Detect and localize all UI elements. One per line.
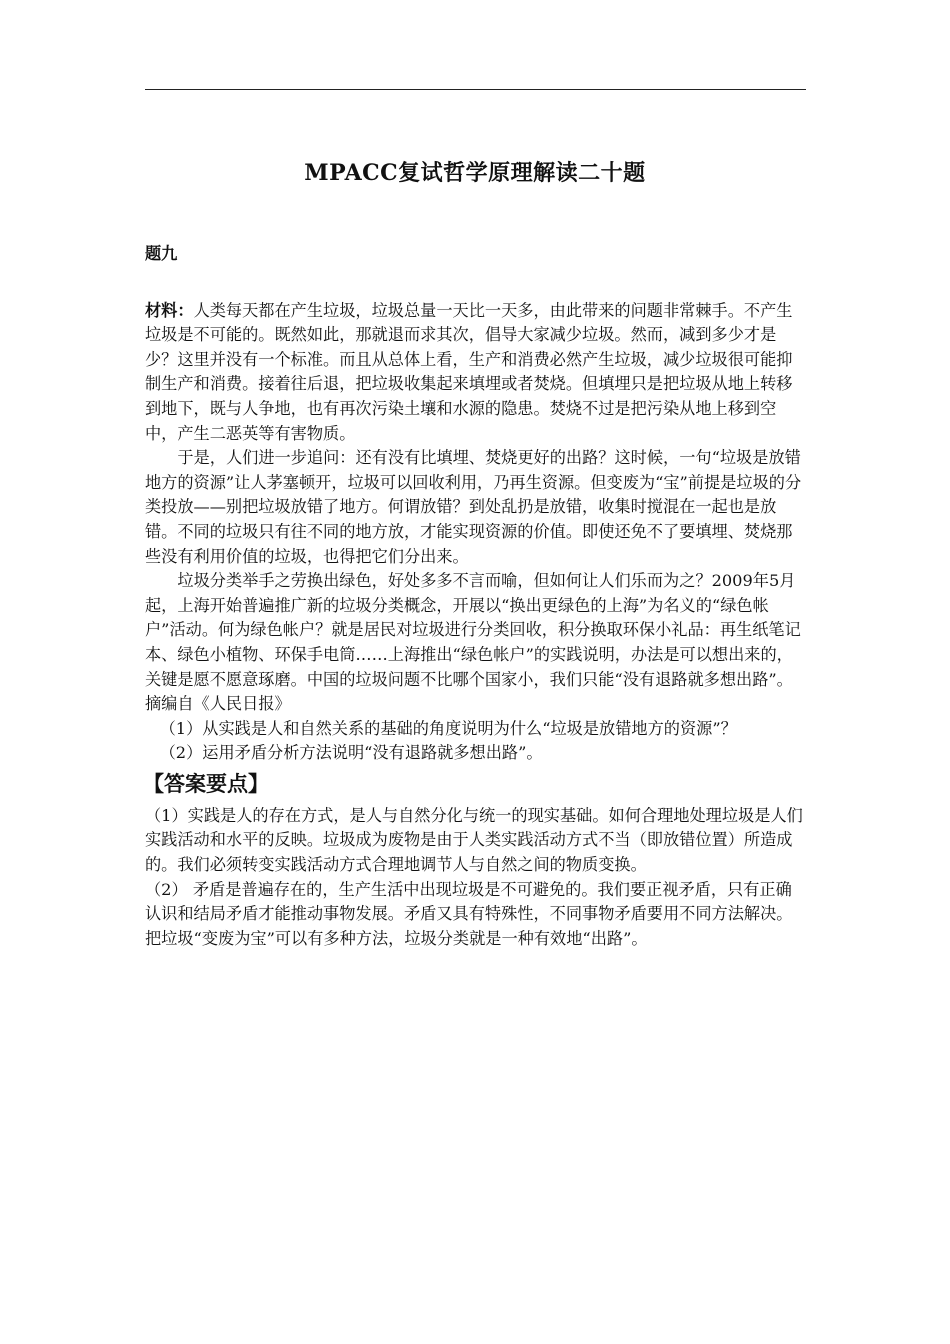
- material-paragraph-1: [145, 299, 807, 447]
- page-title: MPACC复试哲学原理解读二十题: [304, 160, 646, 186]
- material-paragraph-3: 垃圾分类举手之劳换出绿色，好处多多不言而喻，但如何让人们乐而为之？2009年5月起，上海开始普遍推广新的垃圾分类概念，开展以“换出更绿色的上海”为名义的“绿色帐户”活动。何为绿色帐户？就是居民对垃圾进行分类回收，积分换取环保小礼品：再生纸笔记本、绿色小植物、环保手电筒……上海推出“绿色帐户”的实践说明，办法是可以想出来的，关键是愿不愿意琢磨。中国的垃圾问题不比哪个国家小，我们只能“没有退路就多想出路”。摘编自《人民日报》: [145, 571, 801, 714]
- question-1: （1）从实践是人和自然关系的基础的角度说明为什么“垃圾是放错地方的资源”？: [159, 718, 737, 738]
- material-text-1: 人类每天都在产生垃圾，垃圾总量一天比一天多，由此带来的问题非常棘手。不产生垃圾是不可能的。既然如此，那就退而求其次，倡导大家减少垃圾。然而，减到多少才是少？这里并没有一个标准。而且从总体上看，生产和消费必然产生垃圾，减少垃圾很可能抑制生产和消费。接着往后退，把垃圾收集起来填埋或者焚烧。但填埋只是把垃圾从地上转移到地下，既与人争地，也有再次污染土壤和水源的隐患。焚烧不过是把污染从地上移到空中，产生二恶英等有害物质。: [145, 300, 793, 443]
- document-body: [145, 242, 807, 951]
- answer-2: （2） 矛盾是普遍存在的，生产生活中出现垃圾是不可避免的。我们要正视矛盾，只有正确认识和结局矛盾才能推动事物发展。矛盾又具有特殊性，不同事物矛盾要用不同方法解决。把垃圾“变废为宝”可以有多种方法，垃圾分类就是一种有效地“出路”。: [145, 879, 793, 948]
- answer-1: （1）实践是人的存在方式，是人与自然分化与统一的现实基础。如何合理地处理垃圾是人们实践活动和水平的反映。垃圾成为废物是由于人类实践活动方式不当（即放错位置）所造成的。我们必须转变实践活动方式合理地调节人与自然之间的物质变换。: [145, 805, 803, 875]
- material-paragraph-2: 于是，人们进一步追问：还有没有比填埋、焚烧更好的出路？这时候，一句“垃圾是放错地方的资源”让人茅塞顿开，垃圾可以回收利用，乃再生资源。但变废为“宝”前提是垃圾的分类投放——别把垃圾放错了地方。何谓放错？到处乱扔是放错，收集时搅混在一起也是放错。不同的垃圾只有往不同的地方放，才能实现资源的价值。即使还免不了要填埋、焚烧那些没有利用价值的垃圾，也得把它们分出来。: [145, 448, 802, 566]
- material-label: 材料：: [145, 300, 194, 320]
- header-rule: [145, 89, 806, 90]
- question-heading: 题九: [145, 244, 178, 263]
- answer-title: 【答案要点】: [143, 771, 269, 796]
- question-2: （2）运用矛盾分析方法说明“没有退路就多想出路”。: [159, 743, 543, 763]
